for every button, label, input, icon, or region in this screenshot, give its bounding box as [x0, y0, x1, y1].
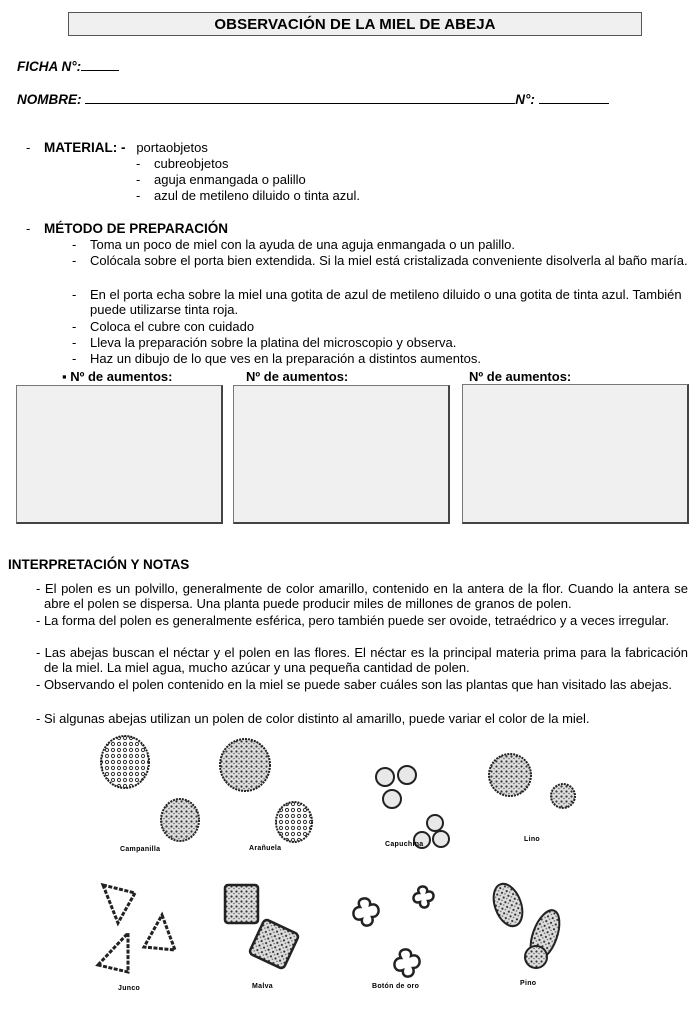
- drawing-box-2[interactable]: [233, 385, 450, 524]
- bullet-dash: -: [26, 221, 31, 236]
- pollen-lino-icon: [489, 754, 575, 808]
- note-item: - Las abejas buscan el néctar y el polen en las flores. El néctar es la principal materia prima para la fabricación de la miel. La miel agua, mucho azúcar y una pequeña cantidad de polen.: [36, 645, 688, 675]
- note-item: - Observando el polen contenido en la miel se puede saber cuáles son las plantas que han visitado las abejas.: [36, 677, 672, 692]
- aumentos-label-1: ▪ Nº de aumentos:: [62, 369, 173, 384]
- material-heading: MATERIAL: -: [44, 140, 126, 155]
- nombre-label: NOMBRE:: [17, 92, 82, 107]
- metodo-step: - En el porta echa sobre la miel una gotita de azul de metileno diluido o una gotita de tinta azul. También puede utilizarse tinta roja.: [72, 287, 682, 317]
- pollen-pino-icon: [488, 880, 565, 968]
- metodo-step: - Haz un dibujo de lo que ves en la preparación a distintos aumentos.: [72, 351, 481, 366]
- metodo-step: - Lleva la preparación sobre la platina del microscopio y observa.: [72, 335, 457, 350]
- pollen-label-malva: Malva: [252, 983, 273, 990]
- metodo-step: - Toma un poco de miel con la ayuda de una aguja enmangada o un palillo.: [72, 237, 515, 252]
- pollen-campanilla-icon: [101, 736, 199, 841]
- aumentos-label-2: Nº de aumentos:: [246, 369, 349, 384]
- pollen-junco-icon: [98, 885, 175, 972]
- ficha-field: [17, 58, 119, 74]
- interpretacion-heading: INTERPRETACIÓN Y NOTAS: [8, 557, 190, 572]
- drawing-box-3[interactable]: [462, 384, 689, 524]
- page-title: [68, 12, 642, 36]
- pollen-illustrations: [80, 735, 600, 1015]
- metodo-heading: MÉTODO DE PREPARACIÓN: [44, 221, 229, 236]
- pollen-malva-icon: [225, 885, 299, 969]
- numero-input-line[interactable]: [539, 91, 609, 104]
- note-item: - El polen es un polvillo, generalmente de color amarillo, contenido en la antera de la flor. Cuando la antera se abre el polen se dispersa. Una planta puede producir miles de millones de granos de polen.: [36, 581, 688, 611]
- pollen-label-boton-de-oro: Botón de oro: [372, 983, 420, 990]
- note-item: - La forma del polen es generalmente esférica, pero también puede ser ovoide, tetraédrico y a veces irregular.: [36, 613, 670, 628]
- ficha-label: FICHA N°:: [17, 59, 82, 74]
- pollen-label-lino: Lino: [524, 836, 540, 843]
- metodo-step: - Coloca el cubre con cuidado: [72, 319, 255, 334]
- pollen-label-aranuela: Arañuela: [249, 845, 282, 852]
- note-item: - Si algunas abejas utilizan un polen de color distinto al amarillo, puede variar el color de la miel.: [36, 711, 590, 726]
- material-item: aguja enmangada o palillo: [154, 172, 306, 187]
- nombre-input-line[interactable]: [85, 91, 515, 104]
- material-item: portaobjetos: [136, 140, 208, 155]
- material-item: azul de metileno diluido o tinta azul.: [154, 188, 360, 203]
- material-item: cubreobjetos: [154, 156, 229, 171]
- pollen-label-pino: Pino: [520, 980, 537, 987]
- pollen-aranuela-icon: [220, 739, 312, 842]
- metodo-heading-row: [26, 221, 228, 236]
- metodo-step: - Colócala sobre el porta bien extendida. Si la miel está cristalizada conveniente disolverla al baño maría.: [72, 253, 688, 268]
- ficha-input-line[interactable]: [81, 58, 119, 71]
- pollen-label-capuchina: Capuchina: [385, 841, 424, 848]
- nombre-field: [17, 91, 627, 107]
- title-text: OBSERVACIÓN DE LA MIEL DE ABEJA: [214, 15, 496, 33]
- drawing-box-1[interactable]: [16, 385, 223, 524]
- pollen-label-campanilla: Campanilla: [120, 846, 161, 853]
- material-heading-row: [26, 140, 208, 155]
- material-item-row: - aguja enmangada o palillo: [136, 172, 306, 187]
- pollen-boton-de-oro-icon: [353, 886, 433, 976]
- material-item-row: - cubreobjetos: [136, 156, 229, 171]
- material-item-row: - azul de metileno diluido o tinta azul.: [136, 188, 360, 203]
- pollen-capuchina-icon: [376, 766, 449, 848]
- aumentos-label-3: Nº de aumentos:: [469, 369, 572, 384]
- numero-label: N°:: [515, 92, 535, 107]
- pollen-label-junco: Junco: [118, 985, 141, 992]
- bullet-dash: -: [26, 140, 31, 155]
